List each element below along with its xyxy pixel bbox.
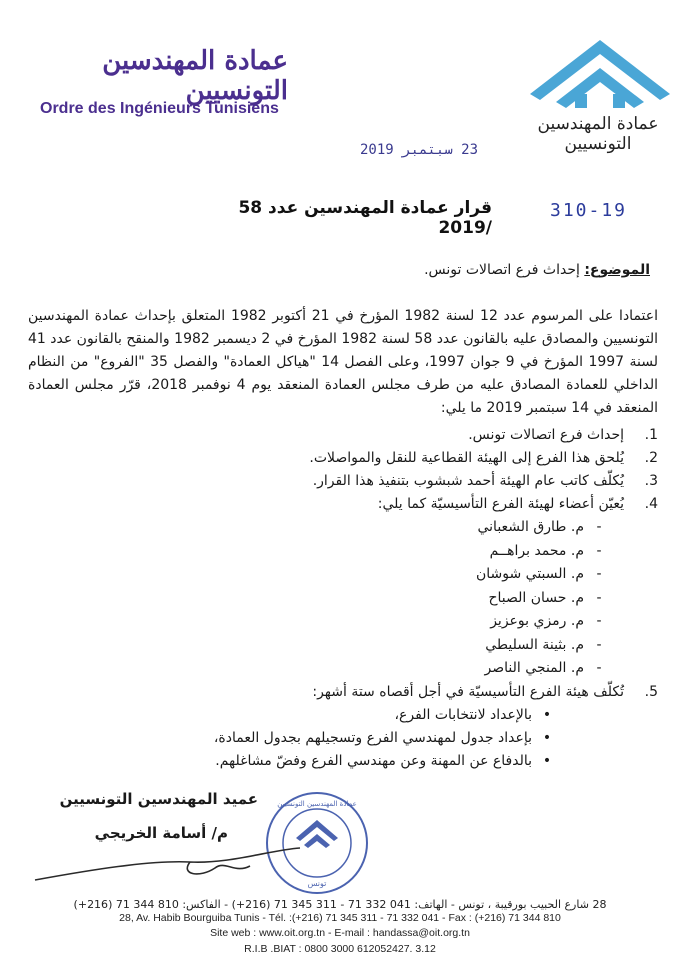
dash-bullet: - [596, 566, 602, 582]
header-french-name: Ordre des Ingénieurs Tunisiens [40, 100, 279, 117]
dash-bullet: - [596, 660, 602, 676]
subject-label: الموضوع: [584, 262, 650, 278]
dash-bullet: - [596, 519, 602, 535]
list-item [138, 493, 658, 516]
signatory-name: م/ أسامة الخريجي [94, 824, 228, 842]
member-name: م. المنجي الناصر [484, 660, 584, 676]
stamp-city: تونس [307, 879, 327, 888]
decision-items [138, 424, 658, 773]
item-number: 3. [644, 473, 658, 489]
item-text: يُكلّف كاتب عام الهيئة أحمد شبشوب بتنفيذ هذا القرار. [312, 473, 624, 489]
item-text: يُعيّن أعضاء لهيئة الفرع التأسيسيّة كما يلي: [377, 496, 624, 512]
logo-caption: عمادة المهندسين التونسيين [537, 114, 659, 154]
item-text: يُلحق هذا الفرع إلى الهيئة القطاعية للنقل والمواصلات. [309, 450, 624, 466]
member-row [138, 540, 658, 564]
task-text: بالإعداد لانتخابات الفرع، [394, 706, 532, 723]
dash-bullet: - [596, 542, 602, 559]
reference-number: 310-19 [550, 200, 628, 221]
date-stamp: 23 سبتمبر 2019 [360, 142, 479, 158]
subject-text: إحداث فرع اتصالات تونس. [424, 262, 580, 278]
header-arabic-name: عمادة المهندسين التونسيين [102, 46, 288, 106]
member-name: م. السبتي شوشان [475, 566, 584, 582]
subject-line [90, 262, 650, 278]
list-item [138, 447, 658, 470]
member-row [138, 587, 658, 611]
footer-french-address: 28, Av. Habib Bourguiba Tunis - Tél. :(+216) 71 345 311 - 71 332 041 - Fax : (+216) 71 344 810 [119, 912, 561, 924]
member-row [138, 634, 658, 658]
signatory-title: عميد المهندسين التونسيين [59, 790, 258, 808]
bullet-icon: • [542, 706, 552, 723]
member-name: م. رمزي بوعزيز [490, 613, 584, 629]
decision-title: قرار عمادة المهندسين عدد 58 /2019 [238, 198, 492, 238]
body-paragraph: اعتمادا على المرسوم عدد 12 لسنة 1982 المؤرخ في 21 أكتوبر 1982 المتعلق بإحداث عمادة المهندسين التونسيين والمصادق عليه بالقانون عدد 58 لسنة 1982 المؤرخ في 2 ديسمبر 1982 والمنقح بالقانون عدد 41 لسنة 1997 المؤرخ في 9 جوان 1997، وعلى الفصل 14 "هياكل العمادة" والفصل 35 "الفروع" من النظام الداخلي للعمادة المصادق عليه من طرف مجلس العمادة المنعقد يوم 4 نوفمبر 2018، قرّر مجلس العمادة المنعقد في 14 سبتمبر 2019 ما يلي: [28, 308, 659, 416]
item-number: 2. [644, 450, 658, 466]
task-text: بإعداد جدول لمهندسي الفرع وتسجيلهم بجدول العمادة، [213, 729, 532, 746]
member-name: م. بثينة السليطي [485, 636, 584, 653]
dash-bullet: - [596, 589, 602, 606]
bullet-icon: • [542, 752, 552, 769]
member-row [138, 563, 658, 587]
bullet-icon: • [542, 729, 552, 746]
footer-web-email: Site web : www.oit.org.tn - E-mail : handassa@oit.org.tn [210, 927, 470, 939]
member-row [138, 610, 658, 634]
task-row [138, 750, 658, 773]
handwritten-signature-icon [30, 840, 330, 890]
item-number: 1. [644, 427, 658, 443]
list-item [138, 470, 658, 493]
member-name: م. محمد براهــم [489, 542, 584, 559]
footer-rib: R.I.B .BIAT : 0800 3000 612052427. 3.12 [244, 943, 436, 955]
dash-bullet: - [596, 636, 602, 653]
list-item [138, 681, 658, 704]
stamp-text: عمادة المهندسين التونسيين [277, 800, 357, 808]
item-number: 4. [644, 496, 658, 512]
dash-bullet: - [596, 613, 602, 629]
task-text: بالدفاع عن المهنة وعن مهندسي الفرع وفضّ مشاغلهم. [215, 752, 532, 769]
member-name: م. طارق الشعباني [477, 519, 584, 535]
item-text: تُكلّف هيئة الفرع التأسيسيّة في أجل أقصاه ستة أشهر: [312, 683, 624, 700]
task-row [138, 727, 658, 750]
member-row [138, 516, 658, 540]
task-row [138, 704, 658, 727]
list-item [138, 424, 658, 447]
item-text: إحداث فرع اتصالات تونس. [468, 427, 624, 443]
item-number: 5. [644, 683, 658, 700]
footer-arabic-address: 28 شارع الحبيب بورقيبة ، تونس - الهاتف: 041 332 71 - 311 345 71 (216+) - الفاكس: 810 344 71 (216+) [73, 898, 607, 911]
member-name: م. حسان الصباح [488, 589, 584, 606]
member-row [138, 657, 658, 681]
